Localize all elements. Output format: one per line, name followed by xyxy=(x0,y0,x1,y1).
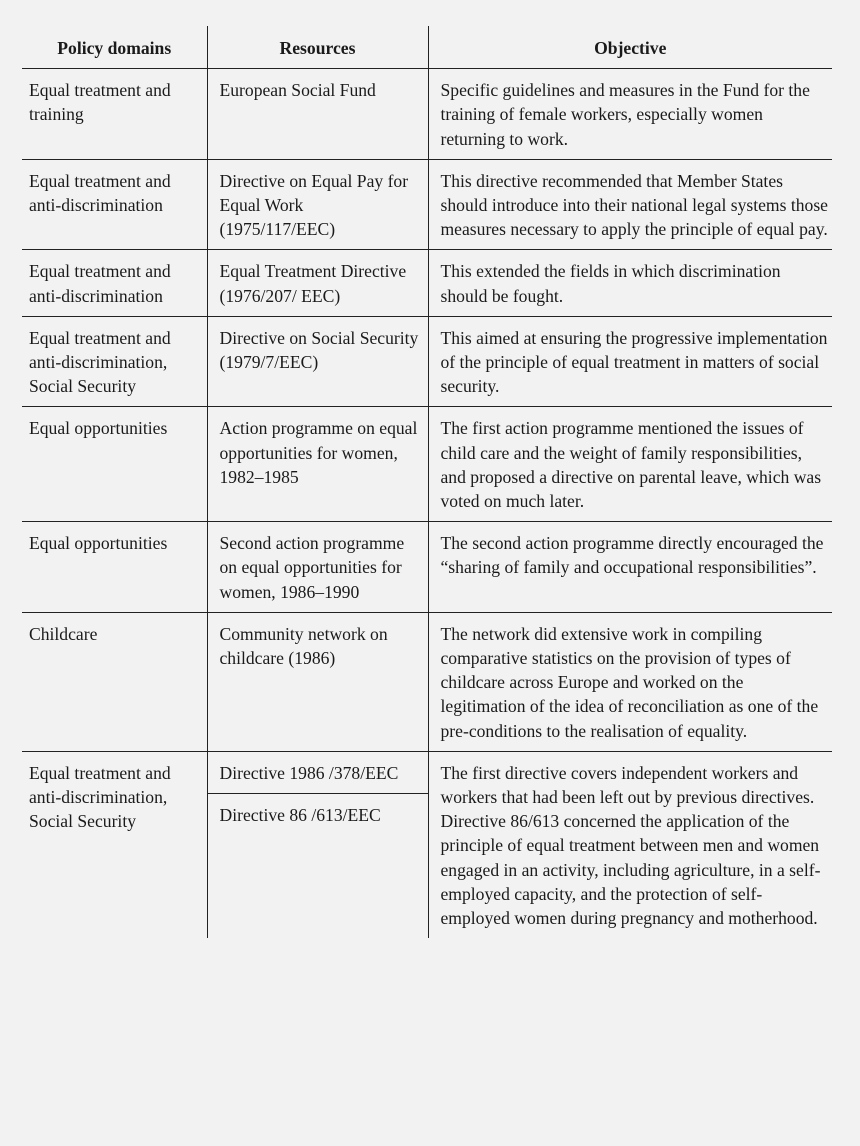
objective-cell: The first action programme mentioned the issues of child care and the weight of family responsibilities, and proposed a directive on parental leave, which was voted on much later. xyxy=(428,407,832,522)
resource-cell: Community network on childcare (1986) xyxy=(207,612,428,751)
table-row xyxy=(22,407,832,522)
resource-sub-item: Directive 1986 /378/EEC xyxy=(208,752,428,794)
table-row xyxy=(22,316,832,407)
policy-domain-cell: Equal treatment and anti-discrimination, Social Security xyxy=(29,762,171,832)
resource-cell: Second action programme on equal opportunities for women, 1986–1990 xyxy=(207,522,428,613)
resource-sub-item: Directive 86 /613/EEC xyxy=(219,805,381,826)
header-resources: Resources xyxy=(207,26,428,69)
policy-table xyxy=(22,26,832,938)
header-row xyxy=(22,26,832,69)
objective-cell: The second action programme directly encouraged the “sharing of family and occupational responsibilities”. xyxy=(428,522,832,613)
resource-cell: Directive on Equal Pay for Equal Work (1975/117/EEC) xyxy=(207,159,428,250)
resource-cell: Action programme on equal opportunities for women, 1982–1985 xyxy=(207,407,428,522)
table-row xyxy=(22,159,832,250)
objective-cell: The network did extensive work in compiling comparative statistics on the provision of types of childcare across Europe and worked on the legitimation of the idea of reconciliation as one of the pre-conditions to the realisation of equality. xyxy=(428,612,832,751)
policy-domain-cell: Equal treatment and training xyxy=(22,69,207,160)
policy-domain-cell: Equal treatment and anti-discrimination xyxy=(22,159,207,250)
resource-cell xyxy=(207,751,428,938)
objective-cell: This extended the fields in which discrimination should be fought. xyxy=(428,250,832,316)
policy-domain-cell: Equal opportunities xyxy=(22,407,207,522)
table-row xyxy=(22,250,832,316)
policy-domain-cell: Equal opportunities xyxy=(22,522,207,613)
resource-cell: Directive on Social Security (1979/7/EEC) xyxy=(207,316,428,407)
policy-domain-cell: Equal treatment and anti-discrimination, Social Security xyxy=(22,316,207,407)
objective-cell: The first directive covers independent workers and workers that had been left out by previous directives. Directive 86/613 concerned the application of the principle of equal treatment between men and women engaged in an activity, including agriculture, in a self-employed capacity, and the protection of self-employed women during pregnancy and motherhood. xyxy=(428,751,832,938)
objective-cell: This aimed at ensuring the progressive implementation of the principle of equal treatment in matters of social security. xyxy=(428,316,832,407)
resource-cell: Equal Treatment Directive (1976/207/ EEC) xyxy=(207,250,428,316)
table-row xyxy=(22,69,832,160)
policy-domain-cell: Childcare xyxy=(22,612,207,751)
table-row xyxy=(22,751,832,938)
objective-cell: This directive recommended that Member States should introduce into their national legal systems those measures necessary to apply the principle of equal pay. xyxy=(428,159,832,250)
header-objective: Objective xyxy=(428,26,832,69)
table-row xyxy=(22,612,832,751)
table-row xyxy=(22,522,832,613)
objective-cell: Specific guidelines and measures in the Fund for the training of female workers, especially women returning to work. xyxy=(428,69,832,160)
header-policy-domains: Policy domains xyxy=(22,26,207,69)
policy-domain-cell: Equal treatment and anti-discrimination xyxy=(22,250,207,316)
resource-cell: European Social Fund xyxy=(207,69,428,160)
